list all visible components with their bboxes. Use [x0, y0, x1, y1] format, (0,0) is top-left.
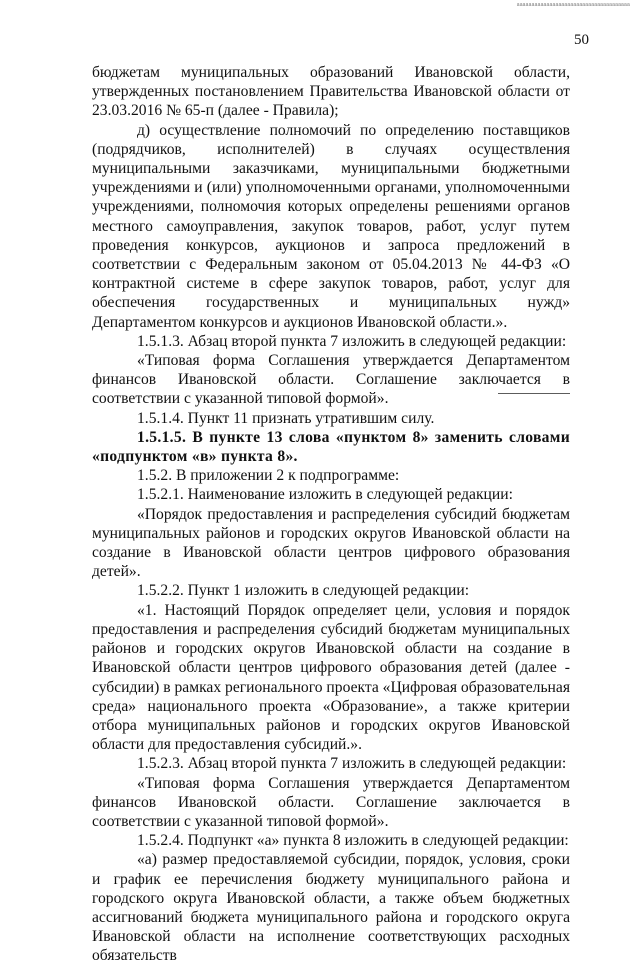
paragraph: 1.5.1.4. Пункт 11 признать утратившим силу. — [137, 409, 435, 427]
paragraph: 1.5.2.2. Пункт 1 изложить в следующей редакции: — [137, 582, 470, 600]
paragraph: 1.5.2.3. Абзац второй пункта 7 изложить в следующей редакции: — [137, 755, 567, 773]
header-stamp: аааааааааааааааааааааааааааааааааааааа — [516, 2, 630, 8]
scan-mark-line — [498, 393, 570, 394]
paragraph: 1.5.1.3. Абзац второй пункта 7 изложить в следующей редакции: — [137, 332, 567, 350]
page-number: 50 — [574, 32, 589, 48]
paragraph: «Типовая форма Соглашения утверждается Департаментом финансов Ивановской области. Соглашение заключается в соответствии с указанной типовой формой». — [92, 352, 570, 408]
paragraph: «1. Настоящий Порядок определяет цели, условия и порядок предоставления и распределения субсидий бюджетам муниципальных районов и городских округов Ивановской области на создание в Ивановской области центров цифрового образования детей (далее - субсидии) в рамках регионального проекта «Цифровая образовательная среда» национального проекта «Образование», а также критерии отбора муниципальных районов и городских округов Ивановской области для предоставления субсидий.». — [92, 601, 570, 754]
paragraph: 1.5.2.1. Наименование изложить в следующей редакции: — [137, 486, 513, 504]
paragraph: 1.5.2. В приложении 2 к подпрограмме: — [137, 467, 400, 485]
document-body — [92, 63, 570, 966]
paragraph: «Порядок предоставления и распределения субсидий бюджетам муниципальных районов и городских округов Ивановской области на создание в Ивановской области центров цифрового образования детей». — [92, 505, 570, 581]
paragraph: д) осуществление полномочий по определению поставщиков (подрядчиков, исполнителей) в случаях осуществления муниципальными заказчиками, муниципальными бюджетными учреждениями и (или) уполномоченными органами, уполномоченными учреждениями, полномочия которых определены решениями органов местного самоуправления, закупок товаров, работ, услуг путем проведения конкурсов, аукционов и запроса предложений в соответствии с Федеральным законом от 05.04.2013 № 44-ФЗ «О контрактной системе в сфере закупок товаров, работ, услуг для обеспечения государственных и муниципальных нужд» Департаментом конкурсов и аукционов Ивановской области.». — [92, 121, 570, 331]
paragraph: «а) размер предоставляемой субсидии, порядок, условия, сроки и график ее перечисления бюджету муниципального района и городского округа Ивановской области, а также объем бюджетных ассигнований бюджета муниципального района и городского округа Ивановской области на исполнение соответствующих расходных обязательств — [92, 851, 570, 965]
paragraph: бюджетам муниципальных образований Ивановской области, утвержденных постановлением Правительства Ивановской области от 23.03.2016 № 65-п (далее - Правила); — [92, 64, 570, 120]
paragraph: «Типовая форма Соглашения утверждается Департаментом финансов Ивановской области. Соглашение заключается в соответствии с указанной типовой формой». — [92, 774, 570, 830]
paragraph: 1.5.2.4. Подпункт «а» пункта 8 изложить в следующей редакции: — [137, 832, 569, 850]
paragraph-amendment: 1.5.1.5. В пункте 13 слова «пунктом 8» заменить словами «подпунктом «в» пункта 8». — [92, 428, 570, 466]
